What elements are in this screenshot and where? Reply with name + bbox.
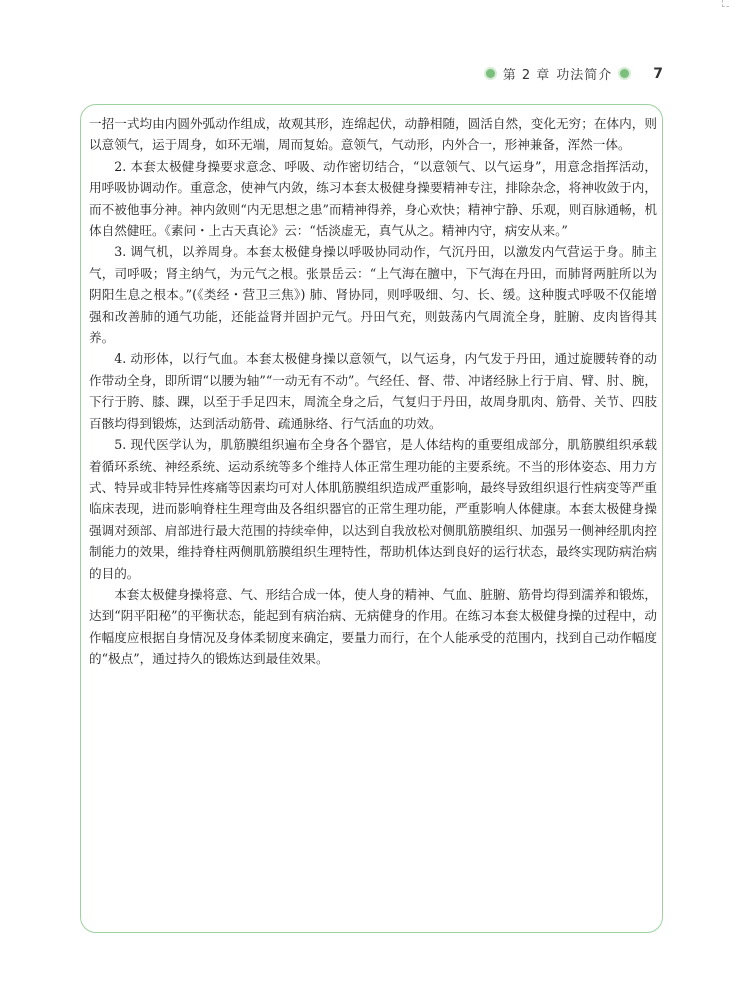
paragraph: 一招一式均由内圆外弧动作组成，故观其形，连绵起伏，动静相随，圆活自然，变化无穷；在体内，则以意领气，运于周身，如环无端，周而复始。意领气，气动形，内外合一，形神兼备，浑然一体。 [89,116,657,153]
chapter-label: 第 2 章 [502,68,551,83]
paragraph: 3. 调气机，以养周身。本套太极健身操以呼吸协同动作，气沉丹田，以激发内气营运于身。肺主气，司呼吸；肾主纳气，为元气之根。张景岳云：“上气海在膻中，下气海在丹田，而肺肾两脏所以为阴阳生息之根本。”(《类经・营卫三焦》) 肺、肾协同，则呼吸细、匀、长、缓。这种腹式呼吸不仅能增强和改善肺的通气功能，还能益肾并固护元气。丹田气充，则鼓荡内气周流全身，脏腑、皮肉皆得其养。 [89,244,657,346]
body-text [89,113,657,670]
bullet-icon [618,67,631,80]
crop-mark [722,0,729,7]
paragraph: 2. 本套太极健身操要求意念、呼吸、动作密切结合，“以意领气、以气运身”，用意念指挥活动，用呼吸协调动作。重意念，使神气内敛，练习本套太极健身操要精神专注，排除杂念，将神收敛于内，而不被他事分神。神内敛则“内无思想之患”而精神得养，身心欢快；精神宁静、乐观，则百脉通畅，机体自然健旺。《素问・上古天真论》云：“恬淡虚无，真气从之。精神内守，病安从来。” [89,158,657,239]
running-header [484,64,663,83]
bullet-icon [484,67,497,80]
chapter-title: 功法简介 [556,68,613,83]
paragraph: 5. 现代医学认为，肌筋膜组织遍布全身各个器官，是人体结构的重要组成部分，肌筋膜组织承载着循环系统、神经系统、运动系统等多个维持人体正常生理功能的主要系统。不当的形体姿态、用力方式、特异或非特异性疼痛等因素均可对人体肌筋膜组织造成严重影响，最终导致组织退行性病变等严重临床表现，进而影响脊柱生理弯曲及各组织器官的正常生理功能，严重影响人体健康。本套太极健身操强调对颈部、肩部进行最大范围的持续牵伸，以达到自我放松对侧肌筋膜组织、加强另一侧神经肌肉控制能力的效果，维持脊柱两侧肌筋膜组织生理特性，帮助机体达到良好的运行状态，最终实现防病治病的目的。 [89,437,657,581]
paragraph: 4. 动形体，以行气血。本套太极健身操以意领气，以气运身，内气发于丹田，通过旋腰转脊的动作带动全身，即所谓“以腰为轴”“一动无有不动”。气经任、督、带、冲诸经脉上行于肩、臂、肘、腕，下行于胯、膝、踝，以至于手足四末，周流全身之后，气复归于丹田，故周身肌肉、筋骨、关节、四肢百骸均得到锻炼，达到活动筋骨、疏通脉络、行气活血的功效。 [89,351,657,431]
page-number: 7 [653,65,663,82]
paragraph: 本套太极健身操将意、气、形结合成一体，使人身的精神、气血、脏腑、筋骨均得到濡养和锻炼，达到“阴平阳秘”的平衡状态，能起到有病治病、无病健身的作用。在练习本套太极健身操的过程中，动作幅度应根据自身情况及身体柔韧度来确定，要量力而行，在个人能承受的范围内，找到自己动作幅度的“极点”，通过持久的锻炼达到最佳效果。 [89,586,657,667]
